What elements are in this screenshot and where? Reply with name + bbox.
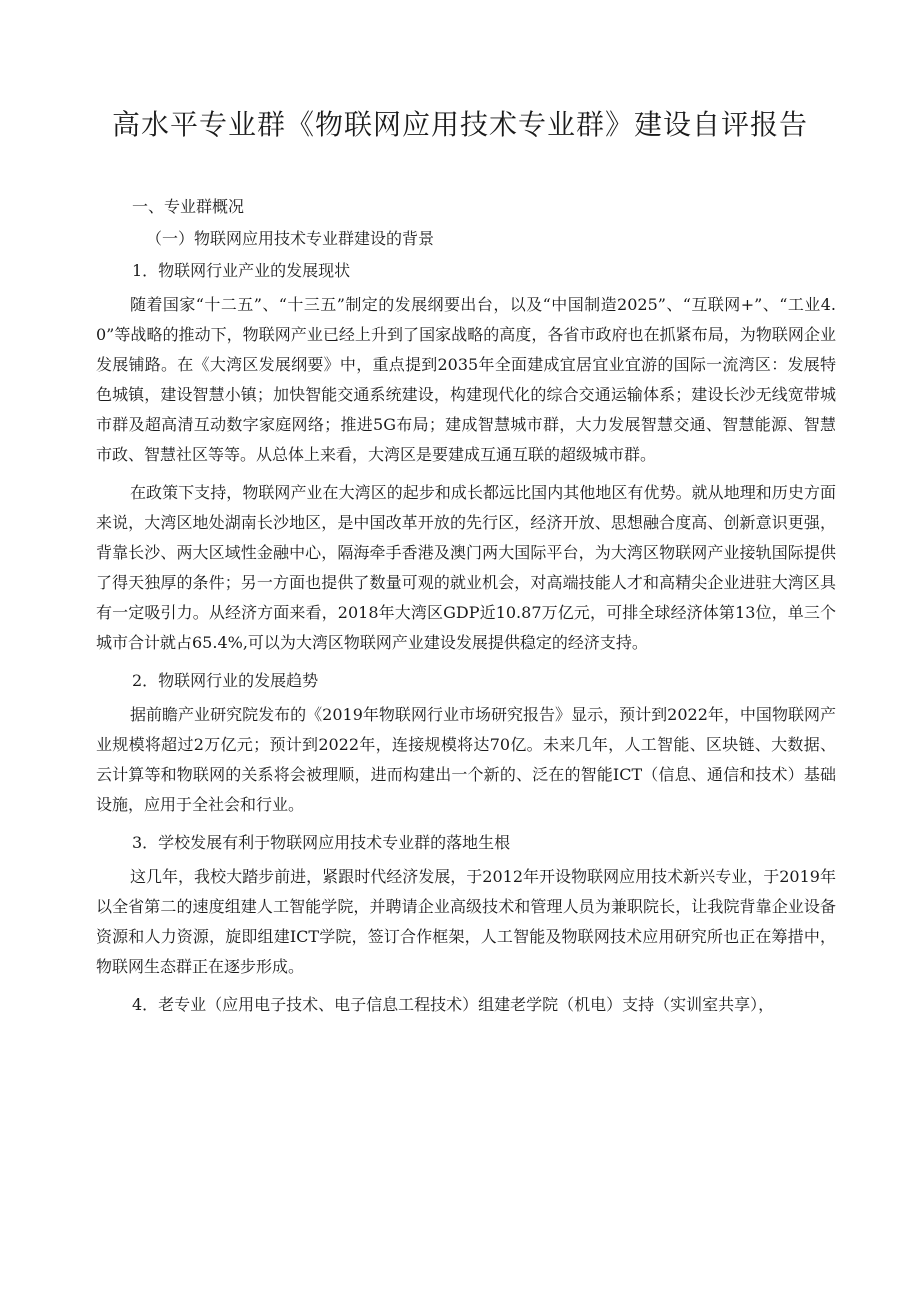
item-heading: 3．学校发展有利于物联网应用技术专业群的落地生根 [132, 833, 511, 852]
document-body [96, 192, 836, 1024]
document-title: 高水平专业群《物联网应用技术专业群》建设自评报告 [111, 108, 808, 141]
item-heading: 4．老专业（应用电子技术、电子信息工程技术）组建老学院（机电）支持（实训室共享）， [132, 995, 775, 1014]
item-heading: 2．物联网行业的发展趋势 [132, 671, 319, 690]
paragraph: 据前瞻产业研究院发布的《2019年物联网行业市场研究报告》显示，预计到2022年，中国物联网产业规模将超过2万亿元；预计到2022年，连接规模将达70亿。未来几年，人工智能、区块链、大数据、云计算等和物联网的关系将会被理顺，进而构建出一个新的、泛在的智能ICT（信息、通信和技术）基础设施，应用于全社会和行业。 [96, 705, 836, 814]
section-heading: 一、专业群概况 [132, 197, 245, 216]
subsection-heading: （一）物联网应用技术专业群建设的背景 [146, 229, 435, 248]
paragraph: 这几年，我校大踏步前进，紧跟时代经济发展，于2012年开设物联网应用技术新兴专业，于2019年以全省第二的速度组建人工智能学院，并聘请企业高级技术和管理人员为兼职院长，让我院背靠企业设备资源和人力资源，旋即组建ICT学院，签订合作框架，人工智能及物联网技术应用研究所也正在筹措中，物联网生态群正在逐步形成。 [96, 867, 836, 976]
paragraph: 随着国家“十二五”、“十三五”制定的发展纲要出台，以及“中国制造2025”、“互联网+”、“工业4.0”等战略的推动下，物联网产业已经上升到了国家战略的高度，各省市政府也在抓紧布局，为物联网企业发展铺路。在《大湾区发展纲要》中，重点提到2035年全面建成宜居宜业宜游的国际一流湾区：发展特色城镇，建设智慧小镇；加快智能交通系统建设，构建现代化的综合交通运输体系；建设长沙无线宽带城市群及超高清互动数字家庭网络；推进5G布局；建成智慧城市群，大力发展智慧交通、智慧能源、智慧市政、智慧社区等等。从总体上来看，大湾区是要建成互通互联的超级城市群。 [96, 295, 836, 464]
item-heading: 1．物联网行业产业的发展现状 [132, 261, 351, 280]
paragraph: 在政策下支持，物联网产业在大湾区的起步和成长都远比国内其他地区有优势。就从地理和历史方面来说，大湾区地处湖南长沙地区，是中国改革开放的先行区，经济开放、思想融合度高、创新意识更强，背靠长沙、两大区域性金融中心，隔海牵手香港及澳门两大国际平台，为大湾区物联网产业接轨国际提供了得天独厚的条件；另一方面也提供了数量可观的就业机会，对高端技能人才和高精尖企业进驻大湾区具有一定吸引力。从经济方面来看，2018年大湾区GDP近10.87万亿元，可排全球经济体第13位，单三个城市合计就占65.4%,可以为大湾区物联网产业建设发展提供稳定的经济支持。 [96, 483, 836, 652]
